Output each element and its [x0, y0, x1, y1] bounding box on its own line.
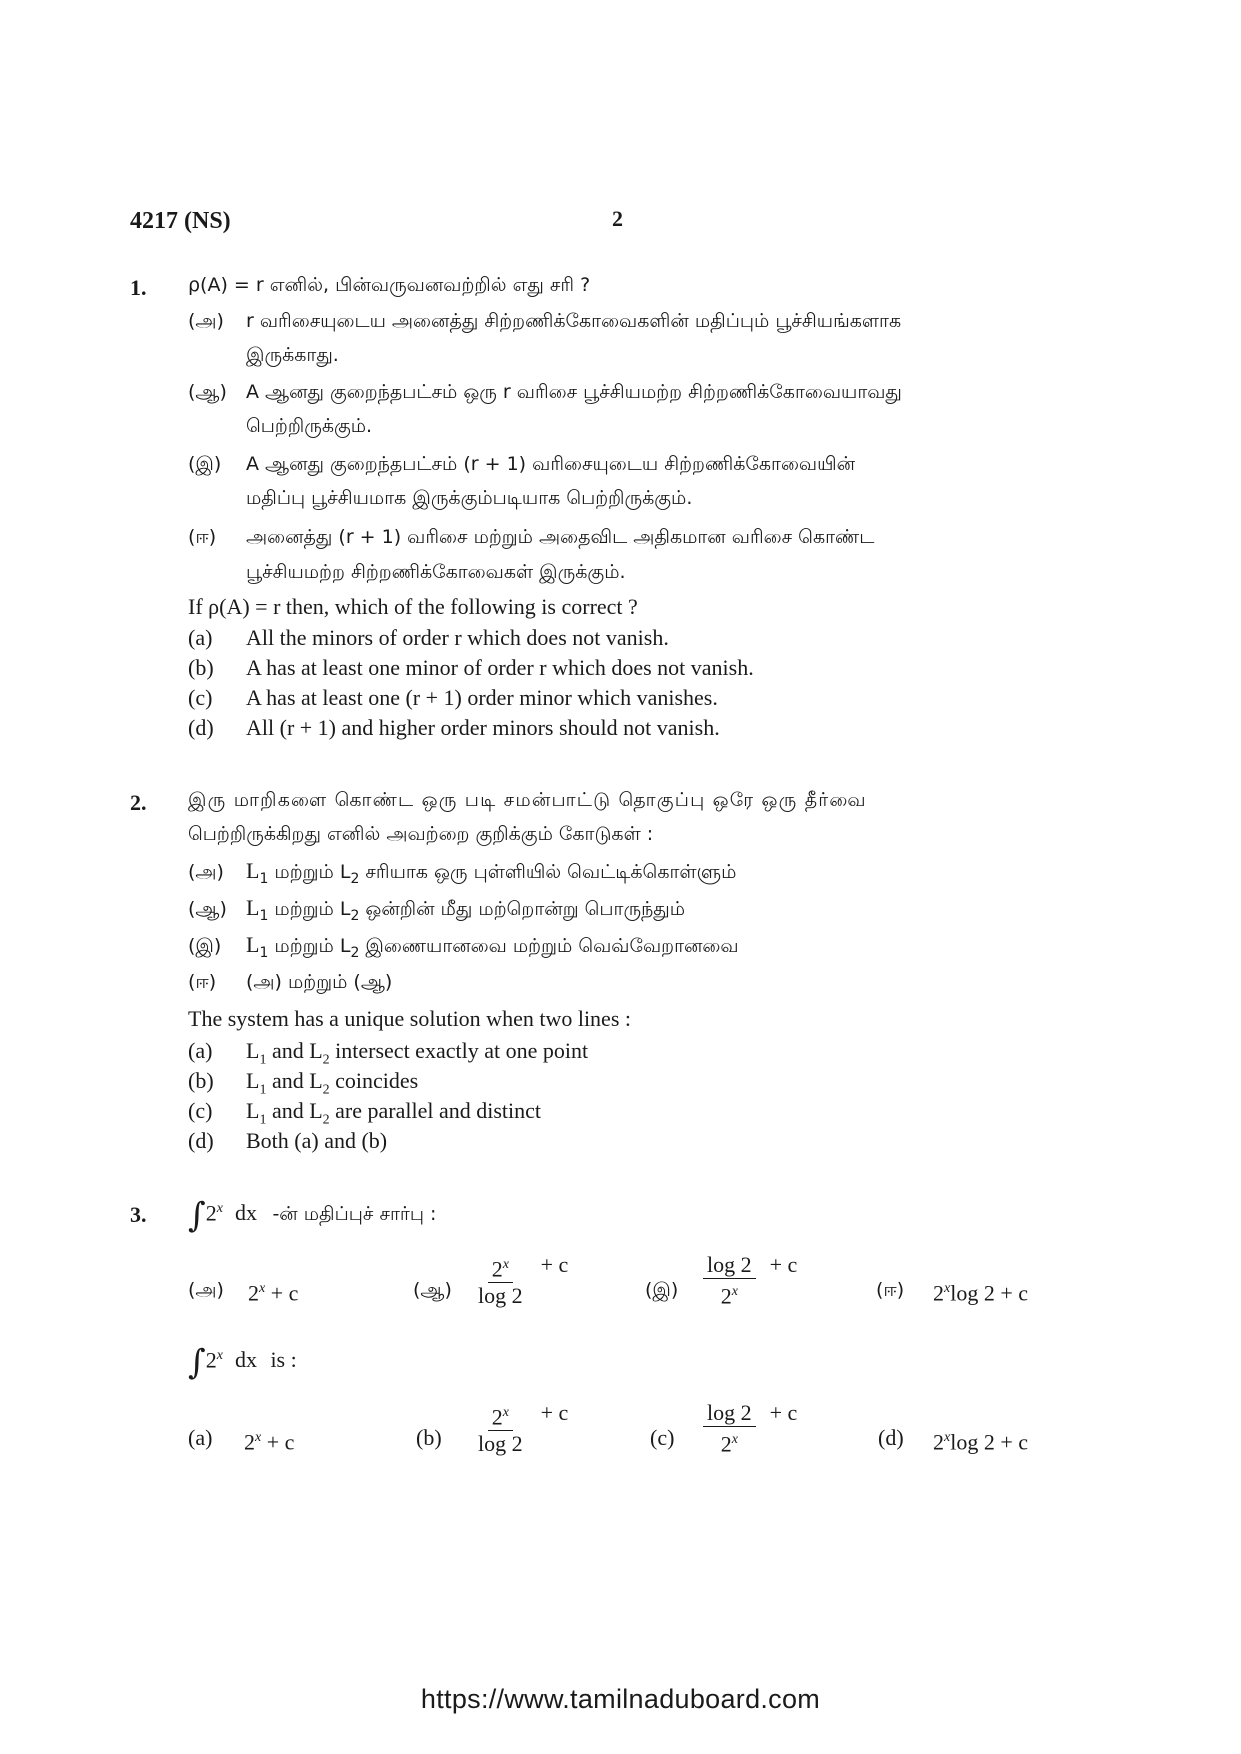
q1-stem-tamil: ρ(A) = r எனில், பின்வருவனவற்றில் எது சரி ?: [188, 274, 591, 296]
option-label: (ஆ): [188, 381, 227, 403]
option-label: (c): [188, 685, 213, 710]
q2-en-opt-d: [188, 1126, 387, 1156]
q1-en-opt-b: [188, 653, 754, 683]
q3-stem-tamil: ∫2$^x$ dx -ன் மதிப்புச் சார்பு :: [188, 1195, 437, 1236]
q3-en-label-d: (d): [878, 1425, 904, 1450]
q3-number: 3.: [130, 1202, 147, 1227]
q2-tamil-opt-b: (ஆ) $L_1$ மற்றும் $L_2$ ஒன்றின் மீது மற்றொன்று பொருந்தும்: [188, 895, 686, 924]
option-text: Both (a) and (b): [246, 1128, 388, 1153]
option-text: All (r + 1) and higher order minors should not vanish.: [246, 715, 720, 740]
q1-en-opt-c: [188, 683, 718, 713]
q2-tamil-opt-a: (அ) $L_1$ மற்றும் $L_2$ சரியாக ஒரு புள்ளியில் வெட்டிக்கொள்ளும்: [188, 858, 737, 887]
q3-en-label-b: (b): [416, 1425, 442, 1450]
q3-tamil-opt-b: $\frac{2^x}{\log 2}$ + c: [474, 1252, 568, 1309]
option-text: All the minors of order r which does not vanish.: [246, 625, 669, 650]
q2-tamil-opt-c: (இ) $L_1$ மற்றும் $L_2$ இணையானவை மற்றும் வெவ்வேறானவை: [188, 932, 739, 961]
q3-stem-english: ∫2$^x$ dx is :: [188, 1342, 297, 1383]
option-label: (ஆ): [188, 898, 227, 920]
option-label: (b): [188, 655, 214, 680]
q1-tamil-opt-a-cont: இருக்காது.: [246, 344, 339, 366]
option-text: A has at least one minor of order r which does not vanish.: [246, 655, 754, 680]
fraction: $\frac{\log 2}{2^x}$: [703, 1400, 756, 1457]
q3-tamil-label-a: (அ): [188, 1279, 224, 1301]
q1-tamil-opt-d-cont: பூச்சியமற்ற சிற்றணிக்கோவைகள் இருக்கும்.: [246, 561, 626, 583]
fraction: $\frac{2^x}{\log 2}$: [474, 1252, 527, 1309]
q1-tamil-opt-c-cont: மதிப்பு பூச்சியமாக இருக்கும்படியாக பெற்றிருக்கும்.: [246, 487, 693, 509]
q3-en-label-a: (a): [188, 1425, 213, 1450]
option-label: (அ): [188, 861, 224, 883]
q3-tamil-opt-c: $\frac{\log 2}{2^x}$ + c: [703, 1252, 797, 1309]
q3-en-opt-c: $\frac{\log 2}{2^x}$ + c: [703, 1400, 797, 1457]
q1-stem-english: If ρ(A) = r then, which of the following is correct ?: [188, 594, 638, 619]
q3-tamil-label-b: (ஆ): [413, 1279, 452, 1301]
q1-tamil-opt-b-cont: பெற்றிருக்கும்.: [246, 415, 373, 437]
option-text: A has at least one (r + 1) order minor which vanishes.: [246, 685, 718, 710]
option-label: (இ): [188, 453, 222, 475]
q3-tamil-label-c: (இ): [645, 1279, 679, 1301]
page-number: 2: [612, 206, 623, 231]
q1-tamil-opt-a: [188, 306, 901, 336]
option-label: (ஈ): [188, 526, 217, 548]
q2-en-opt-b: (b) $L_1$ and $L_2$ coincides: [188, 1068, 419, 1098]
q2-stem-tamil-line2: பெற்றிருக்கிறது எனில் அவற்றை குறிக்கும் கோடுகள் :: [188, 823, 654, 845]
q3-en-opt-d: 2$^x$log 2 + c: [933, 1429, 1029, 1455]
option-label: (b): [188, 1068, 214, 1093]
q1-en-opt-a: [188, 623, 669, 653]
fraction: $\frac{\log 2}{2^x}$: [703, 1252, 756, 1309]
q2-stem-english: The system has a unique solution when two lines :: [188, 1006, 631, 1031]
option-label: (ஈ): [188, 971, 217, 993]
footer-url[interactable]: https://www.tamilnaduboard.com: [420, 1684, 821, 1714]
q3-en-opt-a: $2^x + c$: [244, 1429, 295, 1455]
q2-tamil-opt-d: [188, 967, 392, 997]
q1-tamil-opt-b: [188, 377, 902, 407]
option-text: A ஆனது குறைந்தபட்சம் (r + 1) வரிசையுடைய சிற்றணிக்கோவையின்: [246, 453, 856, 475]
option-label: (அ): [188, 310, 224, 332]
option-text: r வரிசையுடைய அனைத்து சிற்றணிக்கோவைகளின் மதிப்பும் பூச்சியங்களாக: [246, 310, 902, 332]
q1-en-opt-d: [188, 713, 720, 743]
option-text: (அ) மற்றும் (ஆ): [246, 971, 393, 993]
q1-tamil-opt-c: [188, 449, 855, 479]
option-label: (a): [188, 625, 213, 650]
option-label: (a): [188, 1038, 213, 1063]
q3-tamil-opt-d: 2$^x$log 2 + c: [933, 1280, 1029, 1306]
q2-stem-tamil-line1: இரு மாறிகளை கொண்ட ஒரு படி சமன்பாட்டு தொகுப்பு ஒரே ஒரு தீர்வை: [188, 789, 867, 811]
option-label: (c): [188, 1098, 213, 1123]
q2-en-opt-a: (a) $L_1$ and $L_2$ intersect exactly at one point: [188, 1038, 589, 1068]
q3-tamil-label-d: (ஈ): [876, 1279, 905, 1301]
option-text: A ஆனது குறைந்தபட்சம் ஒரு r வரிசை பூச்சியமற்ற சிற்றணிக்கோவையாவது: [246, 381, 902, 403]
fraction: $\frac{2^x}{\log 2}$: [474, 1400, 527, 1457]
q2-en-opt-c: (c) $L_1$ and $L_2$ are parallel and distinct: [188, 1098, 542, 1128]
option-label: (d): [188, 1128, 214, 1153]
q3-en-opt-b: $\frac{2^x}{\log 2}$ + c: [474, 1400, 568, 1457]
q3-tamil-opt-a: $2^x + c$: [248, 1280, 299, 1306]
q2-number: 2.: [130, 790, 147, 815]
q1-number: 1.: [130, 275, 147, 300]
q1-tamil-opt-d: [188, 522, 874, 552]
option-text: அனைத்து (r + 1) வரிசை மற்றும் அதைவிட அதிகமான வரிசை கொண்ட: [246, 526, 875, 548]
option-label: (இ): [188, 935, 222, 957]
q3-en-label-c: (c): [650, 1425, 675, 1450]
paper-code: 4217 (NS): [130, 208, 231, 234]
option-label: (d): [188, 715, 214, 740]
